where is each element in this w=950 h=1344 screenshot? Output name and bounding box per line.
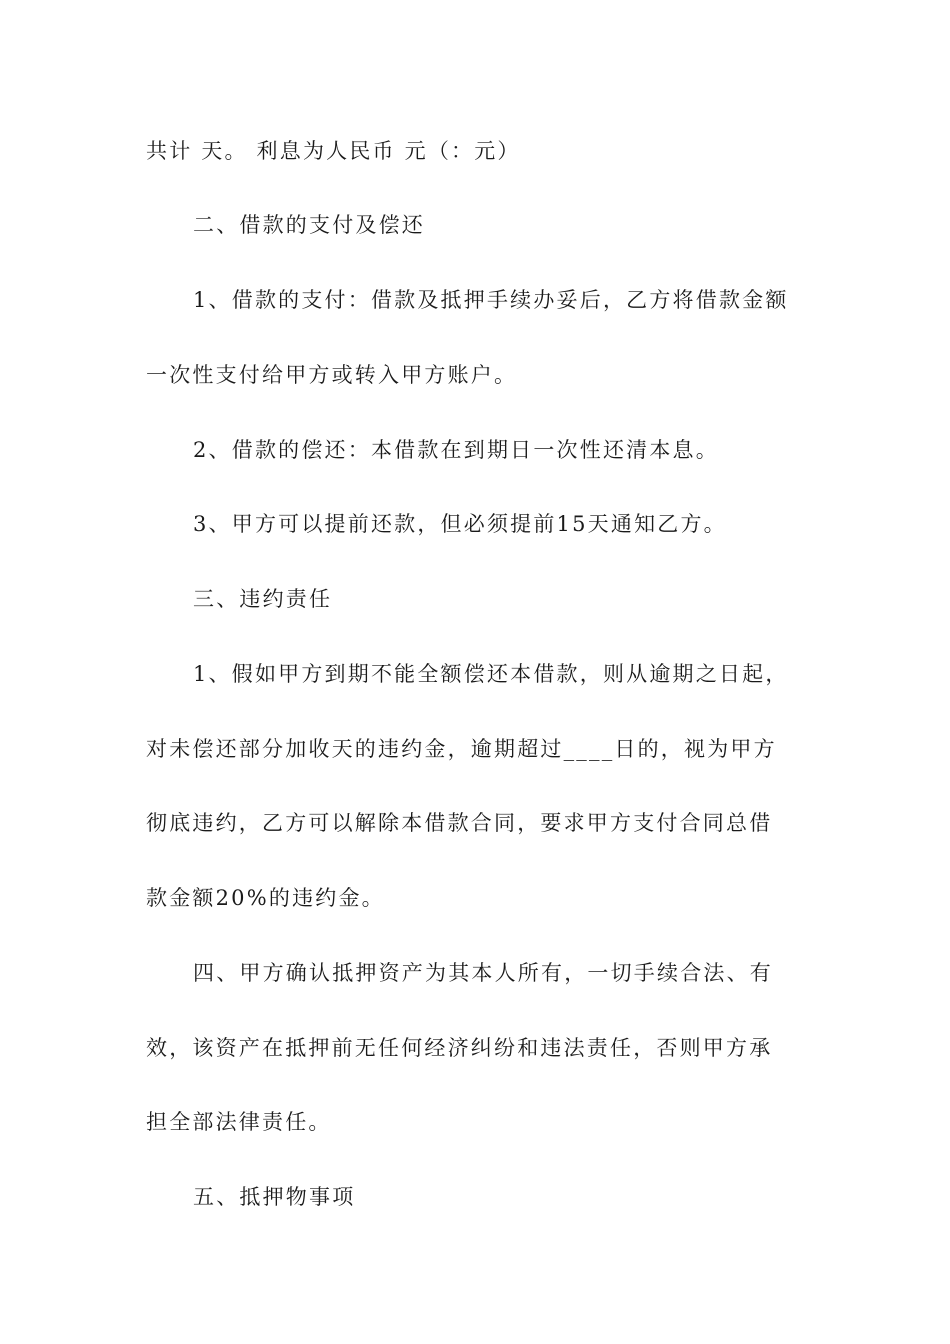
paragraph-line: 1、借款的支付：借款及抵押手续办妥后，乙方将借款金额 (193, 288, 789, 312)
section-heading: 五、抵押物事项 (193, 1185, 356, 1209)
section-heading: 三、违约责任 (193, 587, 333, 611)
paragraph-line: 2、借款的偿还：本借款在到期日一次性还清本息。 (193, 438, 719, 462)
paragraph-line: 一次性支付给甲方或转入甲方账户。 (146, 363, 518, 387)
section-heading: 二、借款的支付及偿还 (193, 213, 425, 237)
paragraph-line: 1、假如甲方到期不能全额偿还本借款，则从逾期之日起， (193, 662, 789, 686)
paragraph-line: 款金额20%的违约金。 (146, 886, 385, 910)
paragraph-line: 彻底违约，乙方可以解除本借款合同，要求甲方支付合同总借 (146, 811, 773, 835)
section-heading: 四、甲方确认抵押资产为其本人所有，一切手续合法、有 (193, 961, 773, 985)
paragraph-line: 担全部法律责任。 (146, 1110, 332, 1134)
paragraph-line: 3、甲方可以提前还款，但必须提前15天通知乙方。 (193, 512, 727, 536)
paragraph-line: 共计 天。 利息为人民币 元（：元） (146, 139, 521, 163)
paragraph-line: 效，该资产在抵押前无任何经济纠纷和违法责任，否则甲方承 (146, 1036, 773, 1060)
paragraph-line: 对未偿还部分加收天的违约金，逾期超过____日的，视为甲方 (146, 737, 777, 761)
